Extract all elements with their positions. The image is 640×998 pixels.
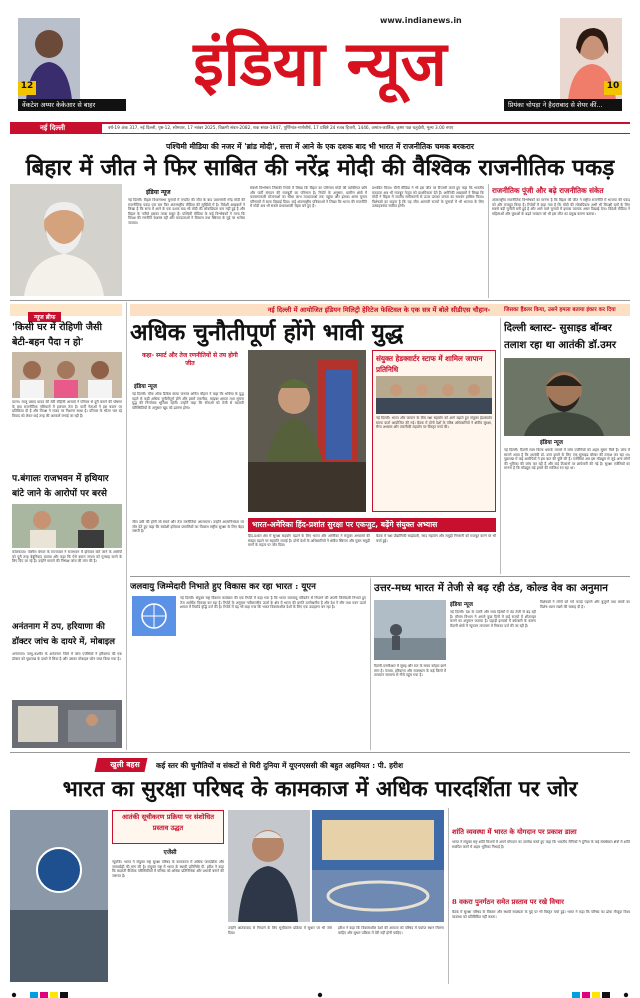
- weather-col2: दिल्ली-एनसीआर में सुबह और रात के समय कोहरा छाने लगा है। पंजाब, हरियाणा और राजस्थान के कई जिलों में तापमान सामान्य से नीचे पहुंच गया है।: [374, 664, 446, 678]
- defence-inset-headline[interactable]: संयुक्त हेडक्वार्टर स्टाफ में शामिल जापान प्रतिनिधि: [376, 354, 483, 374]
- masthead-title: इंडिया न्यूज: [193, 27, 447, 100]
- leaders-photo: [12, 352, 122, 398]
- defence-photo-caption[interactable]: भारत-अमेरिका हिंद-प्रशांत सुरक्षा पर एकजुट, बढ़ेंगे संयुक्त अभ्यास: [248, 518, 496, 532]
- modi-portrait: [10, 184, 122, 296]
- lead-headline[interactable]: बिहार में जीत ने फिर साबित की नरेंद्र मोदी की वैश्विक राजनीतिक पकड़: [25, 155, 615, 181]
- color-registration-marks: [0, 989, 640, 998]
- website-url[interactable]: www.indianews.in: [380, 16, 462, 25]
- side-story-headline[interactable]: राजनीतिक पूंजी और बढ़े राजनीतिक संकेत: [492, 186, 604, 195]
- blast-kicker: जिसका हैंडलर किया, उसने हमला बताया इंकार कर दिया: [504, 304, 630, 316]
- delegation-photo: [376, 376, 492, 414]
- debate-right-headline[interactable]: शांति व्यवस्था में भारत के योगदान पर प्रकाश डाला: [452, 828, 577, 836]
- defence-byline: इंडिया न्यूज: [134, 384, 157, 390]
- debate-box-byline: एजेंसी: [163, 850, 177, 856]
- brief-item2-headline[interactable]: प.बंगालः राजभवन में हथियार बांटे जाने के आरोपों पर बरसे: [12, 474, 109, 499]
- debate-col3: हरीश ने कहा कि विकासशील देशों की आवाज को परिषद में पर्याप्त स्थान मिलना चाहिए और सुधार प्रक्रिया में देरी नहीं होनी चाहिए।: [338, 926, 444, 935]
- brief-item1-photo[interactable]: [12, 352, 122, 398]
- un-headline[interactable]: जलवायु जिम्मेदारी निभाते हुए विकास कर रहा भारत : यूएन: [130, 582, 316, 592]
- brief-item1-headline[interactable]: 'किसी घर में रोहिणी जैसी बेटी-बहन पैदा न हो': [12, 322, 102, 348]
- left-page-number: 12: [18, 81, 36, 95]
- side-story-text: अंतरराष्ट्रीय राजनीतिक विश्लेषकों का मानना है कि बिहार की जीत ने राष्ट्रीय राजनीति में भाजपा की पकड़ को और मजबूत किया है। रिपोर्टों में कहा गया है कि मोदी की लोकप्रियता अभी भी विपक्षी दलों के लिए सबसे बड़ी चुनौती बनी हुई है और आने वाले चुनावों में इसका व्यापक असर दिखाई देगा। विदेशी मीडिया ने महिलाओं और युवाओं के बढ़ते मतदान को भी इस जीत का प्रमुख कारण बताया।: [492, 198, 630, 216]
- debate-left-photo[interactable]: [10, 810, 108, 982]
- hospital-photo: [12, 700, 122, 748]
- un-logo: [132, 596, 176, 636]
- council-photo: [10, 810, 108, 982]
- news-brief-header: [10, 304, 122, 321]
- defence-inset-photo[interactable]: [376, 376, 492, 414]
- unsc-chamber-photo[interactable]: [312, 810, 444, 922]
- defence-kicker: नई दिल्ली में आयोजित इंडियन मिलिट्री हेरिटेज फेस्टिवल के एक सत्र में बोले सीडीएस चौहान-: [130, 304, 628, 316]
- weather-col3: विशेषज्ञों ने लोगों को गर्म कपड़े पहनने और बुजुर्गों तथा बच्चों का विशेष ध्यान रखने की सलाह दी है।: [540, 600, 630, 609]
- defence-subhead: कहा- स्मार्ट और तेज रणनीतियों से तय होगी जीत: [142, 352, 238, 367]
- modi-photo[interactable]: [10, 184, 122, 296]
- brief-item1-text: पटना। लालू प्रसाद यादव की बेटी रोहिणी आचार्य ने परिवार से दूरी बनाने की घोषणा के बाद राजनीतिक गलियारों में हलचल तेज है। पार्टी नेताओं ने इस बयान पर प्रतिक्रिया दी है और विपक्ष ने राजद पर निशाना साधा है। परिवार के भीतर चल रहे विवाद को लेकर कई तरह की अटकलें लगाई जा रही हैं।: [12, 400, 122, 418]
- weather-headline[interactable]: उत्तर-मध्य भारत में तेजी से बढ़ रही ठंड, कोल्ड वेव का अनुमान: [374, 582, 608, 594]
- defence-col3: हिंद-प्रशांत क्षेत्र में सुरक्षा सहयोग बढ़ाने के लिए भारत और अमेरिका ने संयुक्त अभ्यासों की संख्या बढ़ाने पर सहमति जताई है। दोनों देशों के अधिकारियों ने क्षेत्रीय स्थिरता और मुक्त समुद्री मार्गों के महत्व पर जोर दिया।: [248, 534, 370, 548]
- brief-item2-text: कोलकाता। पश्चिम बंगाल के राज्यपाल ने राजभवन में हथियार बांटे जाने के आरोपों को पूरी तरह बेबुनियाद बताया और कहा कि ऐसे बयान जनता को गुमराह करने के लिए दिए जा रहे हैं। उन्होंने मामले की निष्पक्ष जांच की मांग की है।: [12, 550, 122, 564]
- blast-text: नई दिल्ली। दिल्ली लाल किला धमाके मामले में जांच एजेंसियों को अहम सुराग मिले हैं। जांच में सामने आया है कि आतंकी डॉ. उमर हमले के लिए एक सुसाइड बॉम्बर की तलाश कर रहा था। पूछताछ में कई आरोपियों ने इस बात की पुष्टि की है। एजेंसियां अब इस मॉड्यूल से जुड़े अन्य लोगों की भूमिका की जांच कर रही हैं और कई ठिकानों पर छापेमारी की गई है। सुरक्षा एजेंसियों का मानना है कि मॉड्यूल बड़े हमले की साजिश रच रहा था।: [504, 448, 630, 471]
- cds-portrait: [248, 350, 366, 512]
- un-text: नई दिल्ली। संयुक्त राष्ट्र विकास कार्यक्रम की एक रिपोर्ट में कहा गया है कि भारत जलवायु परिवर्तन से निपटने की अपनी जिम्मेदारी निभाते हुए तेज आर्थिक विकास कर रहा है। रिपोर्ट के अनुसार नवीकरणीय ऊर्जा के क्षेत्र में भारत की प्रगति उल्लेखनीय है और देश ने सौर तथा पवन ऊर्जा क्षमता में रिकॉर्ड वृद्धि दर्ज की है। रिपोर्ट में यह भी कहा गया कि भारत विकासशील देशों के लिए एक उदाहरण बन रहा है।: [180, 596, 366, 610]
- weather-byline: इंडिया न्यूज: [450, 602, 473, 608]
- fog-photo: [374, 600, 446, 660]
- harish-photo[interactable]: [228, 810, 310, 922]
- defence-headline[interactable]: अधिक चुनौतीपूर्ण होंगे भावी युद्ध: [130, 319, 404, 346]
- un-emblem-icon: [132, 596, 176, 636]
- debate-box-headline[interactable]: आतंकी सूचीकरण प्रक्रिया पर संशोधित प्रस्ताव उद्धत: [122, 813, 214, 832]
- debate-right-text: भारत ने संयुक्त राष्ट्र शांति मिशनों में अपने योगदान का उल्लेख करते हुए कहा कि भारतीय सैनिकों ने दुनिया के कई संघर्षग्रस्त क्षेत्रों में शांति स्थापित करने में अहम भूमिका निभाई है।: [452, 840, 630, 849]
- left-teaser-caption[interactable]: वेंकटेश अय्यर केकेआर से बाहर: [18, 99, 126, 111]
- news-brief-label: न्यूज ब्रीफ: [28, 312, 61, 322]
- defence-text: नई दिल्ली। चीफ ऑफ डिफेंस स्टाफ जनरल अनिल चौहान ने कहा कि भविष्य के युद्ध पहले से कहीं अधिक चुनौतीपूर्ण होंगे और इसमें तकनीक, साइबर क्षमता तथा सूचना युद्ध की निर्णायक भूमिका रहेगी। उन्होंने कहा कि सेनाओं को तेजी से बदलती परिस्थितियों के अनुसार खुद को ढालना होगा।: [132, 392, 244, 410]
- debate-kicker: कई स्तर की चुनौतियों व संकटों से घिरी दुनिया में यूएनएससी की बहुत अहमियत : पी. हरीश: [156, 761, 403, 770]
- dateline-city: नई दिल्ली: [10, 122, 102, 134]
- blast-photo[interactable]: [504, 358, 630, 436]
- debate-text: न्यूयॉर्क। भारत ने संयुक्त राष्ट्र सुरक्षा परिषद के कामकाज में अधिक पारदर्शिता और जवाबदेही की मांग की है। संयुक्त राष्ट्र में भारत के स्थायी प्रतिनिधि पी. हरीश ने कहा कि बदलती वैश्विक परिस्थितियों में परिषद को अधिक प्रतिनिधिक और प्रभावी बनाने की जरूरत है।: [112, 860, 224, 878]
- debate-headline[interactable]: भारत का सुरक्षा परिषद के कामकाज में अधिक पारदर्शिता पर जोर: [62, 777, 578, 802]
- defence-col2: जीत उसी की होगी जो स्मार्ट और तेज रणनीतियां अपनाएगा। उन्होंने आत्मनिर्भरता पर जोर देते हुए कहा कि स्वदेशी हथियार प्रणालियों का विकास राष्ट्रीय सुरक्षा के लिए बेहद जरूरी है।: [132, 520, 244, 534]
- defence-col4: बैठक में रक्षा प्रौद्योगिकी साझेदारी, रसद सहयोग और समुद्री निगरानी को मजबूत करने पर भी चर्चा हुई।: [376, 534, 496, 543]
- blast-headline[interactable]: दिल्ली ब्लास्ट- सुसाइड बॉम्बर तलाश रहा था आतंकी डॉ.उमर: [504, 322, 616, 351]
- weather-text: नई दिल्ली। देश के उत्तरी और मध्य हिस्सों में ठंड तेजी से बढ़ रही है। मौसम विभाग ने अगले कुछ दिनों में कई राज्यों में शीतलहर चलने का अनुमान जताया है। पहाड़ी इलाकों में बर्फबारी के कारण मैदानी क्षेत्रों में न्यूनतम तापमान में गिरावट दर्ज की जा रही है।: [450, 610, 536, 628]
- right-teaser-caption[interactable]: प्रियंका चोपड़ा ने हैदराबाद से शेयर कीं...: [504, 99, 622, 111]
- dateline-text: वर्ष-19 अंक 317, नई दिल्ली, पृष्ठ-12, सोमवार, 17 नवंबर 2025, विक्रमी संवत-2082, शक संवत-1947, पूर्णिमांत-मार्गशीर्ष, 17 प्रविष्टे 24 रजब हिजरी, 1446, अमांत-कार्तिक, कृष्ण पक्ष चतुर्दशी, मूल्य 3.00 रुपए: [108, 126, 454, 131]
- lead-byline: इंडिया न्यूज: [146, 189, 171, 196]
- blast-byline: इंडिया न्यूज: [540, 440, 563, 446]
- governor-photo: [12, 504, 122, 548]
- brief-item3-headline[interactable]: अनंतनाग में ठप, हरियाणा की डॉक्टर जांच के दायरे में, मोबाइल: [12, 622, 115, 647]
- right-page-number: 10: [604, 81, 622, 95]
- print-marks-strip: [0, 986, 640, 998]
- lead-col3: प्रभावित किया। चीनी मीडिया ने भी इस जीत पर टिप्पणी करते हुए कहा कि भारतीय मतदाता अब भी मजबूत नेतृत्व को प्राथमिकता देते हैं। अमेरिकी अखबारों ने लिखा कि मोदी ने बिहार में जातीय समीकरणों से ऊपर उठकर जनता का समर्थन हासिल किया। विशेषज्ञों का कहना है कि यह जीत आगामी राज्यों के चुनावों में भी भाजपा के लिए उत्साहवर्धक साबित होगी।: [372, 186, 484, 209]
- debate-col2: उन्होंने आतंकवाद से निपटने के लिए सूचीकरण प्रक्रिया में सुधार पर भी जोर दिया।: [228, 926, 332, 935]
- weather-photo[interactable]: [374, 600, 446, 660]
- lead-col1: नई दिल्ली। बिहार विधानसभा चुनावों में एनडीए की जीत के बाद प्रधानमंत्री नरेंद्र मोदी की राजनीतिक पकड़ एक बार फिर अंतरराष्ट्रीय मीडिया की सुर्खियों में है। विदेशी अखबारों ने लिखा है कि सत्ता में आने के एक दशक बाद भी मोदी की लोकप्रियता कम नहीं हुई है और बिहार के नतीजे इसका ताजा सबूत हैं। पश्चिमी मीडिया के कई विश्लेषकों ने माना कि विपक्ष की रणनीति बेअसर रही और मतदाताओं ने विकास तथा स्थिरता के मुद्दे पर भरोसा जताया।: [128, 198, 245, 225]
- brief-item2-photo[interactable]: [12, 504, 122, 548]
- chamber-photo: [312, 810, 444, 922]
- brief-item3-text: अनंतनाग। जम्मू-कश्मीर के अनंतनाग जिले में जांच एजेंसियों ने हरियाणा की एक डॉक्टर को पूछताछ के दायरे में लिया है और उसका मोबाइल फोन जब्त किया गया है।: [12, 652, 122, 661]
- lead-kicker: पश्चिमी मीडिया की नजर में 'ब्रांड मोदी', सत्ता में आने के एक दशक बाद भी भारत में राजनीतिक चमक बरकरार: [165, 142, 474, 151]
- debate-label: खुली बहस: [110, 760, 140, 769]
- defence-inset-text: नई दिल्ली। भारत और जापान के बीच रक्षा सहयोग को आगे बढ़ाते हुए संयुक्त हेडक्वार्टर स्टाफ वार्ता आयोजित की गई। बैठक में दोनों देशों के वरिष्ठ अधिकारियों ने क्षेत्रीय सुरक्षा, सैन्य अभ्यास और तकनीकी सहयोग पर विस्तृत चर्चा की।: [376, 416, 492, 430]
- cds-photo[interactable]: [248, 350, 366, 512]
- lead-col2: संबंधी विश्लेषण जिसकी रिपोर्ट में लिखा कि बिहार का परिणाम मोदी की व्यक्तिगत छवि और पार्टी संगठन की मजबूती का परिणाम है। रिपोर्ट के अनुसार, ग्रामीण क्षेत्रों में कल्याणकारी योजनाओं का सीधा लाभ मतदाताओं तक पहुंचा और इसका असर चुनाव परिणामों में साफ दिखाई दिया। कई अंतरराष्ट्रीय पत्रिकाओं ने लिखा कि भारत की राजनीति में मोदी अब भी सबसे प्रभावशाली चेहरा बने हुए हैं।: [250, 186, 367, 209]
- harish-portrait: [228, 810, 310, 922]
- debate-right2-headline[interactable]: 8 वकरा पुनर्गठन समेत प्रस्ताव पर रखे विचार: [452, 898, 564, 906]
- suspect-photo: [504, 358, 630, 436]
- debate-right2-text: बैठक में सुरक्षा परिषद के विस्तार और स्थायी सदस्यता के मुद्दे पर भी विस्तृत चर्चा हुई। भारत ने कहा कि परिषद का ढांचा मौजूदा विश्व व्यवस्था को प्रतिबिंबित नहीं करता।: [452, 910, 630, 919]
- brief-item3-photo[interactable]: [12, 700, 122, 748]
